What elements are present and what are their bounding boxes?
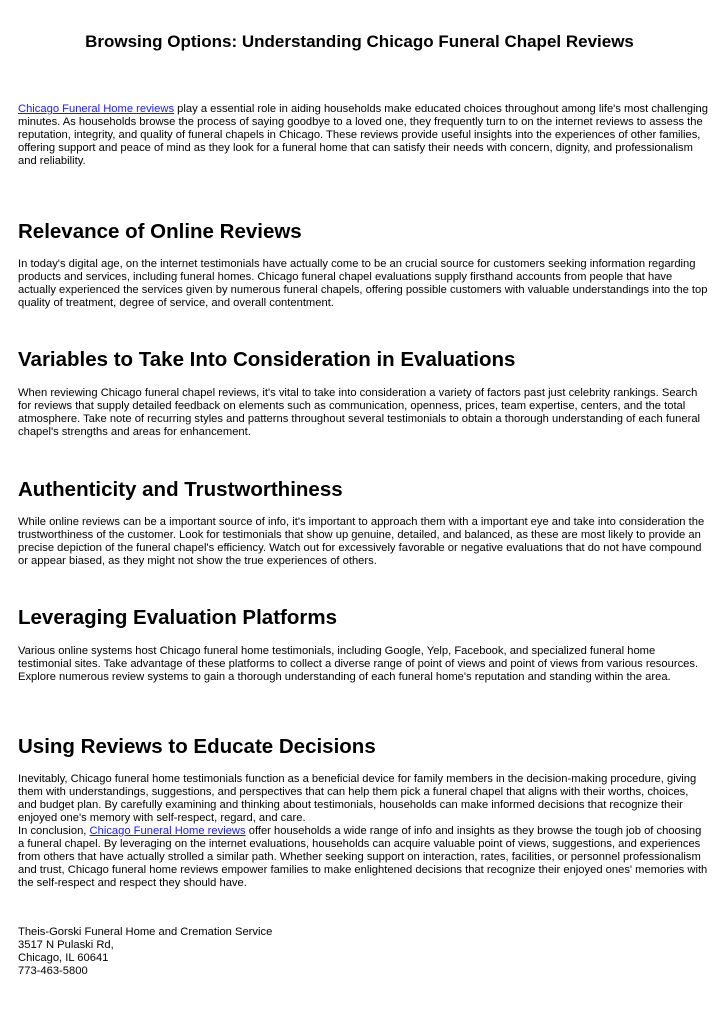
section-body-variables: When reviewing Chicago funeral chapel reviews, it's vital to take into consideration a variety of factors past just celebrity rankings. Search for reviews that supply detailed feedback on elements such as communication, openness, prices, team expertise, centers, and the total atmosphere. Take note of recurring styles and patterns throughout several testimonials to obtain a thorough understanding of each funeral chapel's strengths and areas for enhancement. bbox=[18, 387, 701, 438]
section-heading-authenticity: Authenticity and Trustworthiness bbox=[18, 478, 343, 501]
section-body-platforms: Various online systems host Chicago funeral home testimonials, including Google, Yelp, Facebook, and specialized funeral home testimonial sites. Take advantage of these platforms to collect a diverse range of point of views and point of views from various resources. Explore numerous review systems to gain a thorough understanding of each funeral home's reputation and standing within the area. bbox=[18, 645, 699, 683]
section-body-authenticity: While online reviews can be a important source of info, it's important to approach them with a important eye and take into consideration the trustworthiness of the customer. Look for testimonials that show up genuine, detailed, and balanced, as these are most likely to provide an precise depiction of the funeral chapel's efficiency. Watch out for excessively favorable or negative evaluations that do not have compound or appear biased, as they might not show the true experiences of others. bbox=[18, 516, 705, 567]
intro-reviews-link[interactable]: Chicago Funeral Home reviews bbox=[18, 103, 175, 115]
business-street: 3517 N Pulaski Rd, bbox=[18, 939, 114, 951]
section-body-decisions: Inevitably, Chicago funeral home testimonials function as a beneficial device for family members in the decision-making procedure, giving them with understandings, suggestions, and perspectives that can help them pick a funeral chapel that aligns with their worths, choices, and budget plan. By carefully examining and thinking about testimonials, households can make informed decisions that recognize their enjoyed one's memory with self-respect, regard, and care. bbox=[18, 773, 697, 824]
section-body-decisions-block bbox=[18, 773, 708, 890]
business-name: Theis-Gorski Funeral Home and Cremation Service bbox=[18, 926, 273, 938]
intro-text: play a essential role in aiding households make educated choices throughout among life's most challenging minutes. As households browse the process of saying goodbye to a loved one, they frequently turn to on the internet reviews to assess the reputation, integrity, and quality of funeral chapels in Chicago. These reviews provide useful insights into the experiences of other families, offering support and peace of mind as they look for a funeral home that can satisfy their needs with concern, dignity, and professionalism and reliability. bbox=[18, 103, 708, 167]
section-heading-decisions: Using Reviews to Educate Decisions bbox=[18, 735, 376, 758]
section-heading-relevance: Relevance of Online Reviews bbox=[18, 220, 302, 243]
business-city: Chicago, IL 60641 bbox=[18, 952, 109, 964]
conclusion-reviews-link[interactable]: Chicago Funeral Home reviews bbox=[89, 825, 246, 837]
page-title: Browsing Options: Understanding Chicago Funeral Chapel Reviews bbox=[85, 32, 634, 51]
intro-paragraph bbox=[18, 103, 708, 168]
section-body-relevance: In today's digital age, on the internet testimonials have actually come to be an crucial source for customers seeking information regarding products and services, including funeral homes. Chicago funeral chapel evaluations supply firsthand accounts from people that have actually experienced the services given by numerous funeral chapels, offering possible customers with valuable understandings into the top quality of treatment, degree of service, and overall contentment. bbox=[18, 258, 708, 309]
section-heading-platforms: Leveraging Evaluation Platforms bbox=[18, 606, 337, 629]
business-phone: 773-463-5800 bbox=[18, 965, 88, 977]
business-address bbox=[18, 926, 272, 978]
conclusion-text: offer households a wide range of info and insights as they browse the tough job of choosing a funeral chapel. By leveraging on the internet evaluations, households can acquire valuable point of views, suggestions, and experiences from others that have actually strolled a similar path. Whether seeking support on interaction, rates, facilities, or personnel professionalism and trust, Chicago funeral home reviews empower families to make enlightened decisions that recognize their enjoyed ones' memories with the self-respect and respect they should have. bbox=[18, 825, 708, 889]
conclusion-paragraph bbox=[18, 825, 708, 890]
conclusion-prefix: In conclusion, bbox=[18, 825, 90, 837]
section-heading-variables: Variables to Take Into Consideration in Evaluations bbox=[18, 348, 516, 371]
